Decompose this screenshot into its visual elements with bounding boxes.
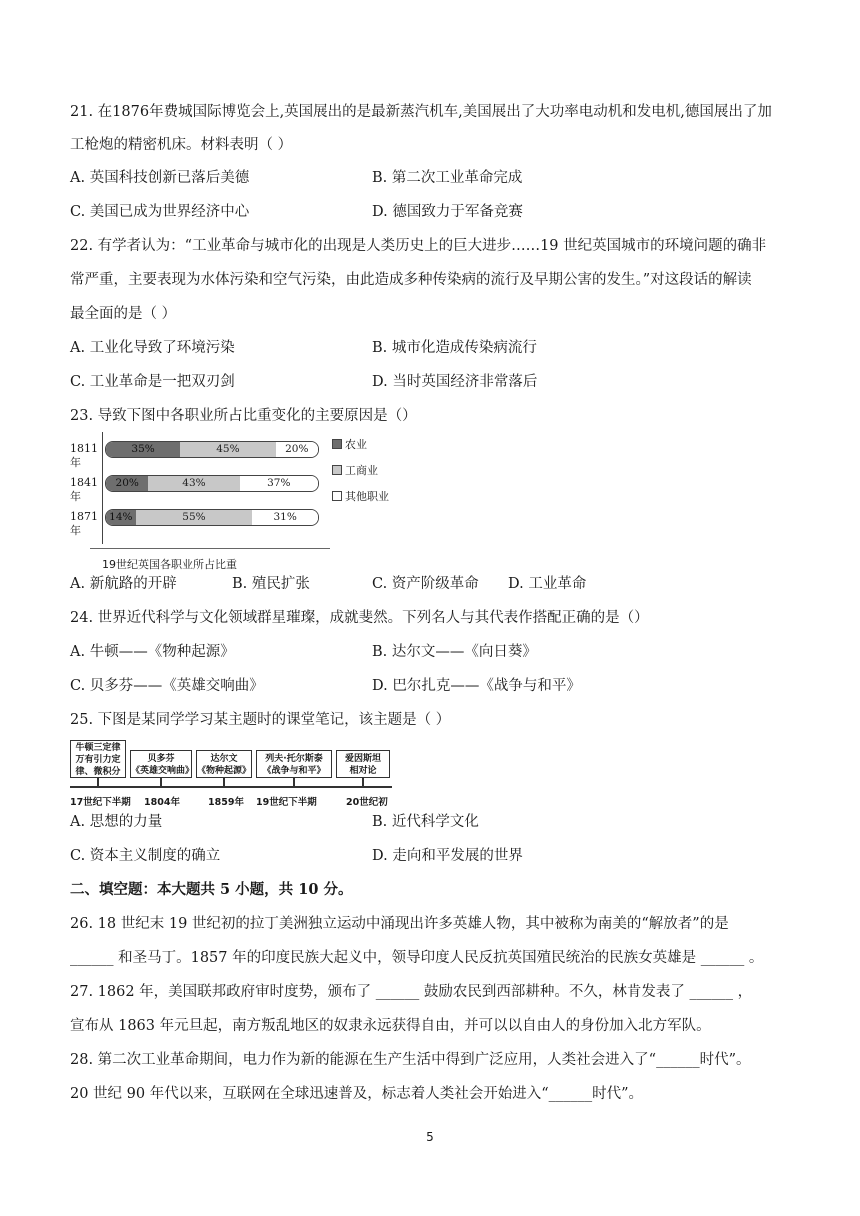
timeline-box-darwin-l2: 《物种起源》	[197, 766, 252, 776]
legend-agriculture	[332, 438, 367, 452]
q22-option-a: A. 工业化导致了环境污染	[70, 340, 235, 356]
q25-stem: 25. 下图是某同学学习某主题时的课堂笔记，该主题是（ ）	[70, 712, 451, 728]
occupation-chart	[70, 432, 389, 571]
section-heading: 二、填空题：本大题共 5 小题，共 10 分。	[70, 881, 353, 898]
timeline-box-beethoven	[130, 750, 195, 778]
bar-1871-agriculture: 14%	[106, 510, 136, 525]
timeline-label: 17世纪下半期	[70, 797, 131, 808]
timeline-notes	[70, 740, 400, 810]
legend-swatch-other	[332, 491, 342, 501]
timeline-box-tolstoy-l2: 《战争与和平》	[262, 766, 326, 776]
q21-option-b: B. 第二次工业革命完成	[372, 170, 523, 186]
y-label-1841: 1841年	[70, 476, 98, 503]
q25-option-b: B. 近代科学文化	[372, 814, 479, 830]
legend-industry	[332, 464, 378, 478]
q22-option-c: C. 工业革命是一把双刃剑	[70, 374, 235, 390]
y-label-1871: 1871年	[70, 510, 98, 537]
timeline-label: 1859年	[208, 797, 244, 808]
timeline-box-beethoven-l1: 贝多芬	[147, 754, 175, 764]
q28-line1: 28. 第二次工业革命期间，电力作为新的能源在生产生活中得到广泛应用，人类社会进入了“______时代”。	[70, 1052, 751, 1068]
chart-caption-rule	[90, 548, 330, 549]
y-label-1811: 1811年	[70, 442, 98, 469]
legend-label-other: 其他职业	[345, 490, 389, 503]
timeline-box-newton-l2: 万有引力定	[75, 755, 121, 765]
bar-1871-industry: 55%	[136, 510, 253, 525]
page-number: 5	[426, 1130, 434, 1144]
q27-line2: 宣布从 1863 年元旦起，南方叛乱地区的奴隶永远获得自由，并可以以自由人的身份加入北方军队。	[70, 1018, 711, 1034]
timeline-tick	[223, 778, 225, 788]
timeline-label: 19世纪下半期	[256, 797, 317, 808]
q23-option-b: B. 殖民扩张	[232, 576, 310, 592]
bar-1871	[105, 509, 319, 526]
q21-option-a: A. 英国科技创新已落后美德	[70, 170, 250, 186]
q24-option-a: A. 牛顿——《物种起源》	[70, 644, 235, 660]
legend-label-agriculture: 农业	[345, 438, 367, 451]
q26-line2: ______ 和圣马丁。1857 年的印度民族大起义中，领导印度人民反抗英国殖民统治的民族女英雄是 ______ 。	[70, 950, 764, 966]
timeline-tick	[160, 778, 162, 788]
q23-option-c: C. 资产阶级革命	[372, 576, 479, 592]
q28-line2: 20 世纪 90 年代以来，互联网在全球迅速普及，标志着人类社会开始进入“______时代”。	[70, 1086, 644, 1102]
q21-option-d: D. 德国致力于军备竞赛	[372, 204, 523, 220]
q21-stem-line2: 工枪炮的精密机床。材料表明（ ）	[70, 137, 293, 153]
q23-option-a: A. 新航路的开辟	[70, 576, 177, 592]
timeline-box-tolstoy-l1: 列夫·托尔斯泰	[265, 754, 323, 764]
timeline-label: 20世纪初	[346, 797, 388, 808]
timeline-box-darwin	[196, 750, 252, 778]
q22-stem-line1: 22. 有学者认为：“工业革命与城市化的出现是人类历史上的巨大进步……19 世纪英国城市的环境问题的确非	[70, 238, 767, 254]
q22-option-d: D. 当时英国经济非常落后	[372, 374, 538, 390]
legend-swatch-agriculture	[332, 439, 342, 449]
q24-stem: 24. 世界近代科学与文化领域群星璀璨，成就斐然。下列名人与其代表作搭配正确的是（）	[70, 610, 649, 626]
q24-option-c: C. 贝多芬——《英雄交响曲》	[70, 678, 264, 694]
bar-1841-agriculture: 20%	[106, 476, 148, 491]
bar-1841-other: 37%	[240, 476, 318, 491]
timeline-tick	[293, 778, 295, 788]
q25-option-a: A. 思想的力量	[70, 814, 163, 830]
q22-stem-line2: 常严重，主要表现为水体污染和空气污染，由此造成多种传染病的流行及早期公害的发生。”对这段话的解读	[70, 272, 752, 288]
timeline-box-newton-l3: 律、微积分	[75, 767, 121, 777]
q21-stem-line1: 21. 在1876年费城国际博览会上,英国展出的是最新蒸汽机车,美国展出了大功率电动机和发电机,德国展出了加	[70, 104, 772, 120]
q24-option-d: D. 巴尔扎克——《战争与和平》	[372, 678, 581, 694]
timeline-box-newton-l1: 牛顿三定律	[75, 743, 121, 753]
q23-option-d: D. 工业革命	[508, 576, 587, 592]
q22-stem-line3: 最全面的是（ ）	[70, 306, 177, 322]
timeline-box-einstein-l2: 相对论	[349, 766, 377, 776]
legend-label-industry: 工商业	[345, 464, 378, 477]
q21-option-c: C. 美国已成为世界经济中心	[70, 204, 250, 220]
timeline-box-tolstoy	[256, 750, 332, 778]
timeline-axis	[70, 786, 392, 788]
chart-title: 19世纪英国各职业所占比重	[102, 558, 237, 571]
timeline-tick	[97, 778, 99, 788]
q23-stem: 23. 导致下图中各职业所占比重变化的主要原因是（）	[70, 408, 417, 424]
bar-1811	[105, 441, 319, 458]
timeline-tick	[362, 778, 364, 788]
timeline-label: 1804年	[144, 797, 180, 808]
bar-1841-industry: 43%	[148, 476, 239, 491]
bar-1811-industry: 45%	[180, 442, 275, 457]
timeline-box-newton	[70, 740, 126, 778]
legend-other	[332, 490, 389, 504]
timeline-box-darwin-l1: 达尔文	[210, 754, 238, 764]
q24-option-b: B. 达尔文——《向日葵》	[372, 644, 537, 660]
legend-swatch-industry	[332, 465, 342, 475]
q25-option-c: C. 资本主义制度的确立	[70, 848, 221, 864]
timeline-box-beethoven-l2: 《英雄交响曲》	[131, 766, 195, 776]
q27-line1: 27. 1862 年，美国联邦政府审时度势，颁布了 ______ 鼓励农民到西部耕种。不久，林肯发表了 ______ ，	[70, 984, 753, 1000]
q25-option-d: D. 走向和平发展的世界	[372, 848, 523, 864]
bar-1841	[105, 475, 319, 492]
bar-1871-other: 31%	[252, 510, 318, 525]
q26-line1: 26. 18 世纪末 19 世纪初的拉丁美洲独立运动中涌现出许多英雄人物，其中被称为南美的“解放者”的是	[70, 916, 729, 932]
bar-1811-other: 20%	[276, 442, 318, 457]
timeline-box-einstein-l1: 爱因斯坦	[344, 754, 381, 764]
bar-1811-agriculture: 35%	[106, 442, 180, 457]
timeline-box-einstein	[336, 750, 390, 778]
q22-option-b: B. 城市化造成传染病流行	[372, 340, 537, 356]
